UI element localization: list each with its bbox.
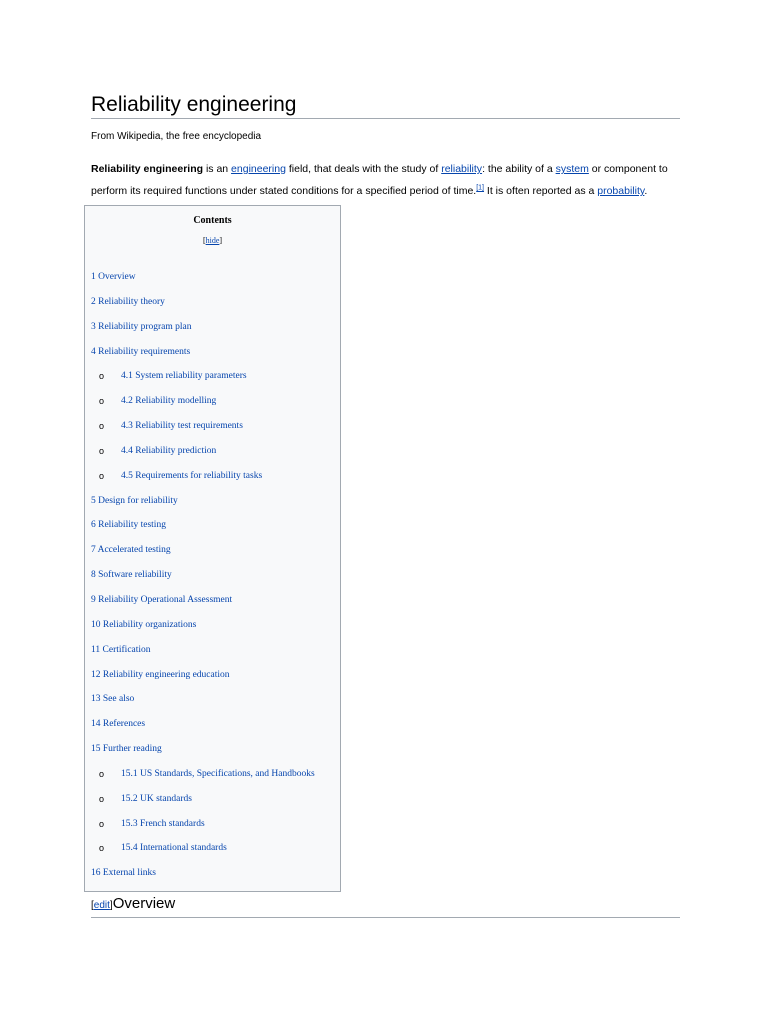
toc-hide-link[interactable]: hide: [205, 236, 220, 245]
toc-bullet: o: [99, 818, 105, 829]
toc-link[interactable]: 4 Reliability requirements: [91, 346, 191, 357]
toc-item: [85, 767, 315, 792]
toc-list: [85, 270, 315, 891]
toc-item: [85, 518, 315, 543]
toc-item: [85, 593, 315, 618]
toc-link[interactable]: 4.1 System reliability parameters: [121, 371, 247, 382]
toc-item: [85, 345, 315, 370]
toc-link[interactable]: 12 Reliability engineering education: [91, 669, 230, 680]
reference-link[interactable]: [1]: [476, 184, 485, 192]
toc-bullet: o: [99, 843, 105, 854]
toc-link[interactable]: 15.2 UK standards: [121, 793, 192, 804]
section-title: Overview: [112, 895, 176, 912]
toc-bullet: o: [99, 793, 105, 804]
edit-link[interactable]: edit: [93, 900, 110, 911]
lead-bold-term: Reliability engineering: [91, 163, 204, 175]
toc-link[interactable]: 4.5 Requirements for reliability tasks: [121, 470, 263, 481]
toc-bullet: o: [99, 768, 105, 779]
toc-link[interactable]: 10 Reliability organizations: [91, 619, 197, 630]
toc-link[interactable]: 5 Design for reliability: [91, 495, 178, 506]
title-divider: [91, 118, 680, 119]
toc-bracket: [: [202, 236, 206, 245]
toc-item: [85, 469, 315, 494]
toc-item: [85, 320, 315, 345]
toc-item: [85, 444, 315, 469]
toc-bullet: o: [99, 445, 105, 456]
toc-bullet: o: [99, 421, 105, 432]
toc-link[interactable]: 3 Reliability program plan: [91, 321, 192, 332]
toc-link[interactable]: 4.4 Reliability prediction: [121, 445, 217, 456]
edit-bracket: [: [91, 900, 94, 911]
toc-link[interactable]: 15.1 US Standards, Specifications, and Handbooks: [121, 768, 315, 779]
toc-link[interactable]: 16 External links: [91, 868, 156, 879]
toc-item: [85, 369, 315, 394]
link-reliability[interactable]: reliability: [441, 163, 483, 175]
toc-bullet: o: [99, 371, 105, 382]
toc-item: [85, 717, 315, 742]
toc-item: [85, 668, 315, 693]
lead-text: is an: [203, 163, 232, 175]
toc-link[interactable]: 7 Accelerated testing: [91, 545, 171, 556]
toc-link[interactable]: 8 Software reliability: [91, 570, 172, 581]
toc-item: [85, 792, 315, 817]
toc-bullet: o: [99, 396, 105, 407]
table-of-contents: [84, 205, 341, 892]
toc-link[interactable]: 11 Certification: [91, 644, 151, 655]
section-heading-overview: [91, 894, 175, 916]
toc-toggle: [85, 236, 340, 245]
toc-item: [85, 270, 315, 295]
toc-item: [85, 419, 315, 444]
toc-link[interactable]: 15.4 International standards: [121, 843, 227, 854]
link-probability[interactable]: probability: [597, 185, 645, 197]
toc-link[interactable]: 4.3 Reliability test requirements: [121, 421, 243, 432]
tagline: From Wikipedia, the free encyclopedia: [91, 131, 262, 142]
toc-link[interactable]: 15.3 French standards: [121, 818, 205, 829]
lead-text: It is often reported as a: [484, 185, 598, 197]
link-engineering[interactable]: engineering: [231, 163, 286, 175]
toc-item: [85, 568, 315, 593]
toc-link[interactable]: 2 Reliability theory: [91, 296, 165, 307]
lead-text: .: [644, 185, 648, 197]
page-title: Reliability engineering: [91, 93, 297, 116]
toc-item: [85, 866, 315, 891]
toc-item: [85, 643, 315, 668]
toc-item: [85, 692, 315, 717]
lead-text: field, that deals with the study of: [285, 163, 442, 175]
toc-item: [85, 494, 315, 519]
toc-link[interactable]: 1 Overview: [91, 272, 136, 282]
toc-link[interactable]: 14 References: [91, 719, 146, 730]
edit-bracket: ]: [109, 900, 113, 911]
toc-link[interactable]: 13 See also: [91, 694, 135, 705]
toc-item: [85, 742, 315, 767]
section-divider: [91, 917, 680, 918]
toc-title: Contents: [193, 215, 232, 226]
lead-paragraph: [91, 158, 691, 202]
link-system[interactable]: system: [555, 163, 589, 175]
toc-item: [85, 295, 315, 320]
toc-link[interactable]: 15 Further reading: [91, 744, 162, 755]
lead-text: : the ability of a: [482, 163, 556, 175]
toc-bullet: o: [99, 470, 105, 481]
toc-link[interactable]: 9 Reliability Operational Assessment: [91, 594, 233, 605]
toc-item: [85, 817, 315, 842]
toc-item: [85, 394, 315, 419]
lead-text: or component to perform its required functions under stated conditions for a specified period of time.: [91, 163, 668, 197]
section-edit: [91, 900, 113, 911]
toc-bracket: ]: [219, 236, 223, 245]
toc-link[interactable]: 6 Reliability testing: [91, 520, 166, 531]
toc-link[interactable]: 4.2 Reliability modelling: [121, 396, 217, 407]
toc-item: [85, 841, 315, 866]
toc-item: [85, 543, 315, 568]
toc-item: [85, 618, 315, 643]
